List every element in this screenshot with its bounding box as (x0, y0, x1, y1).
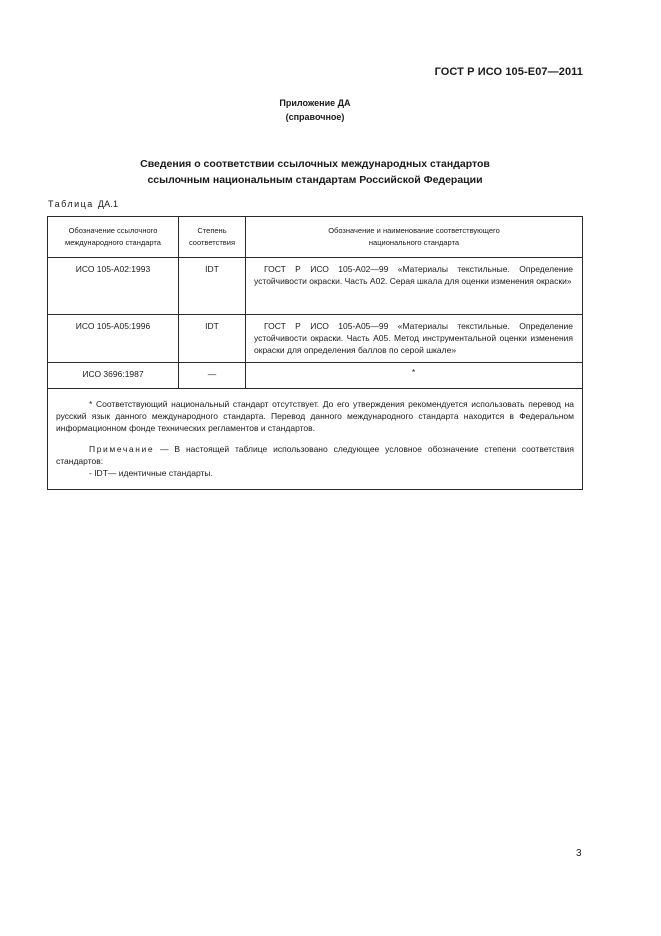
cell-national: ГОСТ Р ИСО 105-А05—99 «Материалы текстильные. Определение устойчивости окраски. Часть А05. Метод инструментальной оценки изменения окраски для определения баллов по серой шкале» (246, 315, 583, 363)
appendix-title: Приложение ДА (279, 98, 351, 108)
page-number: 3 (576, 848, 582, 859)
cell-international: ИСО 105-А02:1993 (48, 258, 179, 315)
footnote-text: * Соответствующий национальный стандарт отсутствует. До его утверждения рекомендуется использовать перевод на русский язык данного международного стандарта. Перевод данного международного стандарта находится в Федеральном информационном фонде технических регламентов и стандартов. (56, 399, 574, 433)
header-col2-line2: соответствия (188, 238, 236, 247)
header-col1-line2: международного стандарта (65, 238, 161, 247)
cell-degree: — (179, 363, 246, 389)
table-row (48, 258, 583, 315)
table-caption-number: ДА.1 (97, 199, 119, 209)
appendix-heading (0, 96, 630, 124)
cell-international: ИСО 105-А05:1996 (48, 315, 179, 363)
header-col3-line1: Обозначение и наименование соответствующего (328, 226, 500, 235)
header-degree (179, 217, 246, 258)
table-row (48, 315, 583, 363)
note-list-item: - IDT— идентичные стандарты. (89, 468, 213, 478)
correspondence-table (47, 216, 583, 490)
cell-national: ГОСТ Р ИСО 105-А02—99 «Материалы текстильные. Определение устойчивости окраски. Часть А02. Серая шкала для оценки изменения окраски» (246, 258, 583, 315)
table-row (48, 363, 583, 389)
document-title (0, 156, 630, 188)
table-footnote-row (48, 389, 583, 490)
header-col1-line1: Обозначение ссылочного (68, 226, 158, 235)
document-title-line2: ссылочным национальным стандартам Российской Федерации (147, 174, 483, 186)
table-header-row (48, 217, 583, 258)
header-international-standard (48, 217, 179, 258)
header-col2-line1: Степень (197, 226, 227, 235)
table-caption-prefix: Таблица (48, 199, 94, 209)
document-title-line1: Сведения о соответствии ссылочных международных стандартов (140, 158, 490, 170)
cell-degree: IDT (179, 258, 246, 315)
cell-degree: IDT (179, 315, 246, 363)
header-col3-line2: национального стандарта (368, 238, 460, 247)
cell-international: ИСО 3696:1987 (48, 363, 179, 389)
table-caption (48, 199, 118, 209)
header-national-standard (246, 217, 583, 258)
cell-national: * (246, 363, 583, 389)
table-footnote-cell (48, 389, 583, 490)
note-label: Примечание (89, 444, 155, 454)
appendix-subtitle: (справочное) (285, 112, 345, 122)
note-text: — В настоящей таблице использовано следующее условное обозначение степени соответствия стандартов: (56, 444, 574, 466)
note-paragraph (56, 443, 574, 467)
page-header-standard-code: ГОСТ Р ИСО 105-Е07—2011 (434, 66, 583, 78)
